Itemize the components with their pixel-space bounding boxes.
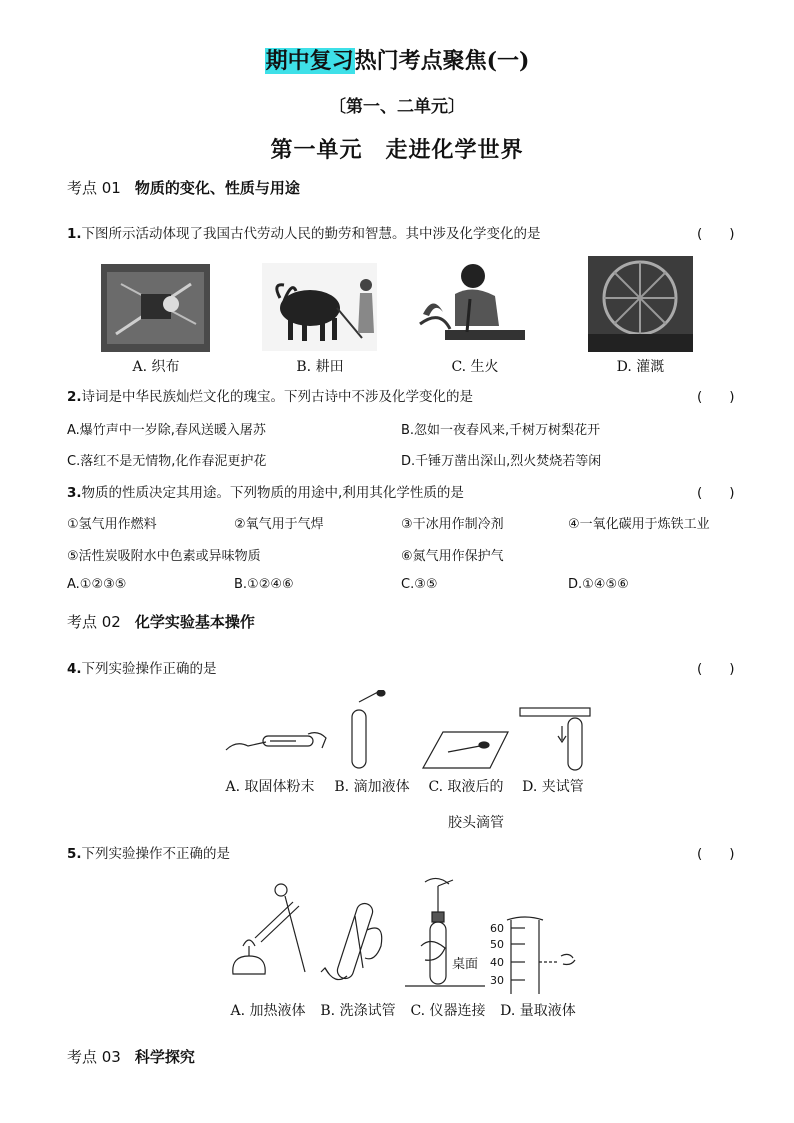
question-4: 4.下列实验操作正确的是: [67, 661, 217, 677]
cylinder-tick-40: 40: [490, 956, 504, 969]
q4-fig-c: [423, 732, 508, 768]
q4-caption-a: A. 取固体粉末: [225, 779, 315, 795]
q3-item-5: ⑤活性炭吸附水中色素或异味物质: [67, 549, 261, 564]
q5-fig-d: [507, 917, 575, 994]
q1-caption-c: C. 生火: [451, 359, 499, 375]
plowing-image: [262, 263, 377, 351]
q3-item-2: ②氧气用于气焊: [234, 517, 324, 532]
q3-option-a: A.①②③⑤: [67, 577, 127, 592]
answer-paren-1: ( ): [697, 226, 735, 242]
q3-item-1: ①氢气用作燃料: [67, 517, 157, 532]
q3-item-6: ⑥氮气用作保护气: [401, 549, 504, 564]
section-02-heading: 考点 02 化学实验基本操作: [67, 613, 255, 631]
q2-option-d: D.千锤万凿出深山,烈火焚烧若等闲: [401, 454, 602, 469]
title-rest: 热门考点聚焦(一): [354, 48, 530, 74]
q3-option-c: C.③⑤: [401, 577, 438, 592]
question-5: 5.下列实验操作不正确的是: [67, 846, 231, 862]
q5-caption-c: C. 仪器连接: [410, 1003, 486, 1019]
question-2: 2.诗词是中华民族灿烂文化的瑰宝。下列古诗中不涉及化学变化的是: [67, 389, 474, 405]
question-3: 3.物质的性质决定其用途。下列物质的用途中,利用其化学性质的是: [67, 485, 464, 501]
title-highlight: 期中复习: [265, 48, 354, 74]
q3-option-b: B.①②④⑥: [234, 577, 294, 592]
page-title: [0, 44, 794, 75]
weaving-image: [101, 264, 210, 352]
q1-caption-a: A. 织布: [132, 359, 180, 375]
q4-lab-operations-figure: [218, 690, 598, 772]
unit-title: 第一单元 走进化学世界: [270, 137, 524, 163]
desk-label: 桌面: [452, 957, 479, 972]
page-subtitle: 〔第一、二单元〕: [329, 97, 465, 117]
q5-caption-d: D. 量取液体: [500, 1003, 576, 1019]
cylinder-tick-60: 60: [490, 922, 504, 935]
q1-caption-d: D. 灌溉: [616, 359, 665, 375]
question-1: 1.下图所示活动体现了我国古代劳动人民的勤劳和智慧。其中涉及化学变化的是: [67, 226, 541, 242]
q3-item-4: ④一氧化碳用于炼铁工业: [568, 517, 710, 532]
q4-caption-c: C. 取液后的: [428, 779, 504, 795]
q3-option-d: D.①④⑤⑥: [568, 577, 629, 592]
q4-fig-b: [352, 690, 385, 768]
answer-paren-4: ( ): [697, 661, 735, 677]
q2-option-b: B.忽如一夜春风来,千树万树梨花开: [401, 423, 601, 438]
q3-item-3: ③干冰用作制冷剂: [401, 517, 504, 532]
q4-caption-d: D. 夹试管: [522, 779, 584, 795]
answer-paren-3: ( ): [697, 485, 735, 501]
making-fire-image: [415, 254, 540, 352]
q1-caption-b: B. 耕田: [296, 359, 344, 375]
section-01-heading: 考点 01 物质的变化、性质与用途: [67, 179, 300, 197]
q5-fig-b: [321, 901, 382, 980]
answer-paren-5: ( ): [697, 846, 735, 862]
q2-option-c: C.落红不是无情物,化作春泥更护花: [67, 454, 267, 469]
cylinder-tick-50: 50: [490, 938, 504, 951]
q5-caption-a: A. 加热液体: [230, 1003, 306, 1019]
q5-lab-operations-figure: [225, 876, 585, 994]
q4-caption-b: B. 滴加液体: [334, 779, 410, 795]
answer-paren-2: ( ): [697, 389, 735, 405]
section-03-heading: 考点 03 科学探究: [67, 1048, 195, 1066]
q4-caption-c-line2: 胶头滴管: [448, 815, 504, 831]
q5-fig-a: [233, 884, 305, 974]
cylinder-tick-30: 30: [490, 974, 504, 987]
q2-option-a: A.爆竹声中一岁除,春风送暖入屠苏: [67, 423, 266, 438]
q4-fig-d: [520, 708, 590, 770]
irrigation-image: [588, 256, 693, 352]
q4-fig-a: [226, 733, 326, 750]
q5-caption-b: B. 洗涤试管: [320, 1003, 396, 1019]
